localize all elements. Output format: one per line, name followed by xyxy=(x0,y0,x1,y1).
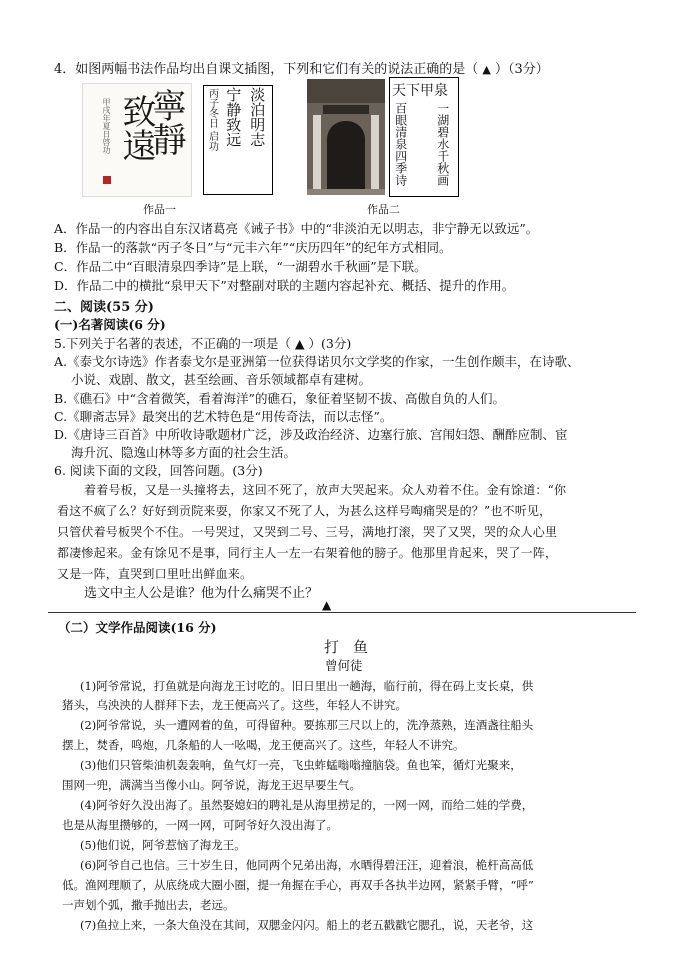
q4-option-a: A．作品一的内容出自东汉诸葛亮《诫子书》中的“非淡泊无以明志，非宁静无以致远”。 xyxy=(54,221,539,236)
subsection-heading-2: （二）文学作品阅读(16 分) xyxy=(58,620,217,635)
q5-option-c: C.《聊斋志异》最突出的艺术特色是“用传奇法，而以志怪”。 xyxy=(54,409,393,424)
story-line: (4)阿爷好久没出海了。虽然娶媳妇的聘礼是从海里捞足的，一网一网，而给二娃的学费， xyxy=(80,798,534,812)
transcription-col-2: 宁静致远 xyxy=(224,87,243,147)
story-line: 猪头，乌泱泱的人群拜下去，龙王便高兴了。这些，年轻人不讲究。 xyxy=(62,698,407,712)
calligraphy-image-1 xyxy=(82,83,192,197)
story-author: 曾何徒 xyxy=(325,658,363,673)
q5-option-d: D.《唐诗三百首》中所收诗歌题材广泛，涉及政治经济、边塞行旅、宫闱妇怨、酬酢应制、宦 xyxy=(54,427,568,442)
q5-option-b: B.《礁石》中“含着微笑，看着海洋”的礁石，象征着坚韧不拔、高傲自负的人们。 xyxy=(54,391,505,406)
q5-option-a-cont: 小说、戏剧、散文，甚至绘画、音乐领域都卓有建树。 xyxy=(71,372,372,387)
transcription2-col-1: 一湖碧水千秋画 xyxy=(435,102,450,186)
q6-passage-line: 着着号板，又是一头撞将去，这回不死了，放声大哭起来。众人劝着不住。金有馀道：“你 xyxy=(84,483,567,497)
calligraphy-chars-right: 寧靜 xyxy=(146,88,186,156)
q6-question: 选文中主人公是谁？他为什么痛哭不止？ xyxy=(84,586,319,601)
q5-option-a: A.《泰戈尔诗选》作者泰戈尔是亚洲第一位获得诺贝尔文学奖的作家，一生创作颇丰，在诗歌、 xyxy=(54,354,580,369)
q4-option-d: D．作品二中的横批“泉甲天下”对整副对联的主题内容起补充、概括、提升的作用。 xyxy=(54,278,515,293)
q4-stem: 4．如图两幅书法作品均出自课文插图，下列和它们有关的说法正确的是（ ▲ ）（3分） xyxy=(54,62,549,77)
q5-option-d-cont: 海升沉、隐逸山林等多方面的社会生活。 xyxy=(71,445,297,460)
caption-work-1: 作品一 xyxy=(143,203,176,216)
calligraphy-inscription: 甲戌年夏日啓功 xyxy=(102,98,111,154)
story-title: 打鱼 xyxy=(324,638,383,656)
calligraphy-chars-left: 致遠 xyxy=(116,94,156,162)
q6-passage-line: 都凄惨起来。金有馀见不是事，同行主人一左一右架着他的膀子。他那里肯起来，哭了一阵， xyxy=(57,546,558,560)
story-line: (1)阿爷常说，打鱼就是向海龙王讨吃的。旧日里出一趟海，临行前，得在码上支长桌，供 xyxy=(80,679,534,693)
divider-line xyxy=(48,612,636,613)
subsection-heading-1: (一)名著阅读(6 分) xyxy=(54,317,166,332)
gate-photo xyxy=(307,79,385,195)
transcription2-col-2: 百眼清泉四季诗 xyxy=(393,102,408,186)
story-line: (2)阿爷常说，头一遭网着的鱼，可得留种。要拣那三尺以上的，洗净蒸熟，连酒盏往船头 xyxy=(80,718,534,732)
story-line: 一声划个弧，撒手抛出去，老远。 xyxy=(62,898,235,912)
story-line: 也是从海里攒够的，一网一网，可阿爷好久没出海了。 xyxy=(62,818,338,832)
q6-passage-line: 看这不疯了么？好好到贡院来耍，你家又不死了人，为甚么这样号啕痛哭是的？”也不听见， xyxy=(57,504,552,518)
section-heading: 二、阅读(55 分) xyxy=(54,300,154,315)
transcription-col-3: 丙子冬日 启功 xyxy=(206,88,218,152)
q4-option-b: B．作品一的落款“丙子冬日”与“元丰六年”“庆历四年”的纪年方式相同。 xyxy=(54,240,452,255)
transcription-title-2: 天下甲泉 xyxy=(392,83,448,99)
story-line: (6)阿爷自己也信。三十岁生日，他同两个兄弟出海，水晒得碧汪汪，迎着浪，桅杆高高低 xyxy=(80,858,534,872)
story-line: (7)鱼拉上来，一条大鱼没在其间，双腮金闪闪。船上的老五戳戳它腮孔，说，天老爷，这 xyxy=(80,918,534,932)
story-line: 围网一兜，满满当当像小山。阿爷说，海龙王迟早要生气。 xyxy=(62,778,361,792)
q6-passage-line: 又是一阵，直哭到口里吐出鲜血来。 xyxy=(57,567,253,581)
seal-stamp xyxy=(103,176,111,184)
story-line: 低。渔网理顺了，从底绕成大圈小圈，提一角握在手心，再双手各执半边网，紧紧手臂，“呼” xyxy=(62,878,534,892)
story-line: 摆上，焚香，鸣炮，几条船的人一吆喝，龙王便高兴了。这些，年轻人不讲究。 xyxy=(62,738,465,752)
transcription-col-1: 淡泊明志 xyxy=(248,87,267,147)
story-line: (3)他们只管柴油机轰轰响，鱼气灯一亮，飞虫蚱蜢嗡嗡撞脑袋。鱼也笨，循灯光聚来， xyxy=(80,758,522,772)
story-line: (5)他们说，阿爷惹恼了海龙王。 xyxy=(80,838,246,852)
q4-option-c: C．作品二中“百眼清泉四季诗”是上联，“一湖碧水千秋画”是下联。 xyxy=(54,259,427,274)
q5-stem: 5.下列关于名著的表述，不正确的一项是（ ▲ ）(3分) xyxy=(54,336,352,351)
q6-stem: 6. 阅读下面的文段，回答问题。(3分) xyxy=(54,463,263,478)
q6-passage-line: 只管伏着号板哭个不住。一号哭过，又哭到二号、三号，满地打滚，哭了又哭，哭的众人心里 xyxy=(57,525,558,539)
caption-work-2: 作品二 xyxy=(367,203,400,216)
answer-mark: ▲ xyxy=(322,598,332,612)
